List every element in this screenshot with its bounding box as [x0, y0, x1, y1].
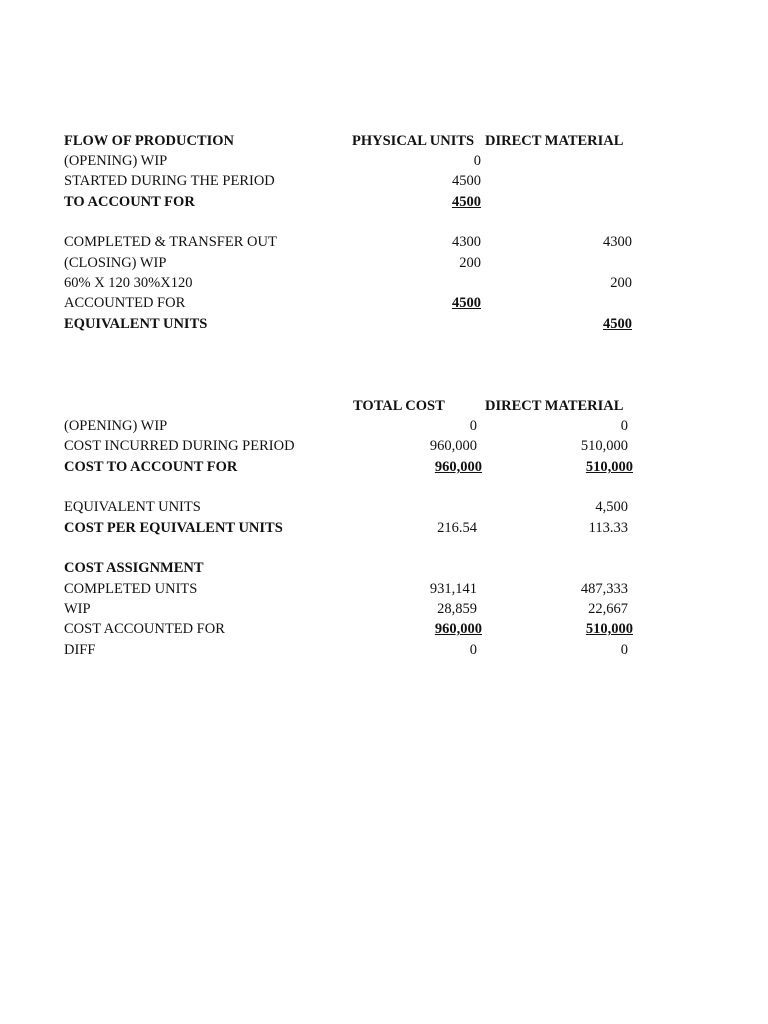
table-row — [0, 293, 768, 313]
row-label: EQUIVALENT UNITS — [64, 499, 201, 515]
row-label: COMPLETED & TRANSFER OUT — [64, 234, 277, 250]
direct-material-value: 22,667 — [588, 601, 628, 617]
row-label: (CLOSING) WIP — [64, 255, 167, 271]
total-cost-value: 28,859 — [437, 601, 477, 617]
row-label: (OPENING) WIP — [64, 418, 168, 434]
total-cost-value: 0 — [469, 418, 477, 434]
direct-material-total: 510,000 — [585, 459, 633, 475]
direct-material-value: 0 — [620, 642, 628, 658]
total-cost-value: 0 — [469, 642, 477, 658]
direct-material-total: 510,000 — [585, 621, 633, 637]
table-row — [0, 151, 768, 171]
section1-header-row — [0, 131, 768, 151]
physical-units-heading: PHYSICAL UNITS — [352, 133, 475, 149]
table-row — [0, 192, 768, 212]
table-row — [0, 457, 768, 477]
direct-material-heading: DIRECT MATERIAL — [485, 133, 624, 149]
table-row — [0, 518, 768, 538]
table-row — [0, 314, 768, 334]
table-row — [0, 273, 768, 293]
total-cost-value: 960,000 — [429, 438, 477, 454]
direct-material-value: 510,000 — [580, 438, 628, 454]
row-label: (OPENING) WIP — [64, 153, 168, 169]
table-row — [0, 416, 768, 436]
physical-units-total: 4500 — [452, 194, 481, 210]
row-label: ACCOUNTED FOR — [64, 295, 186, 311]
row-label: COMPLETED UNITS — [64, 581, 198, 597]
direct-material-value: 200 — [610, 275, 632, 291]
row-label: COST PER EQUIVALENT UNITS — [64, 520, 283, 536]
physical-units-value: 0 — [473, 153, 481, 169]
row-label: COST INCURRED DURING PERIOD — [64, 438, 295, 454]
total-cost-value: 931,141 — [429, 581, 477, 597]
row-label: COST ACCOUNTED FOR — [64, 621, 225, 637]
row-label: STARTED DURING THE PERIOD — [64, 173, 275, 189]
table-row — [0, 436, 768, 456]
table-row — [0, 619, 768, 639]
direct-material-value: 4,500 — [595, 499, 628, 515]
table-row — [0, 599, 768, 619]
total-cost-total: 960,000 — [434, 621, 482, 637]
physical-units-value: 4500 — [452, 173, 481, 189]
cost-assignment-heading: COST ASSIGNMENT — [64, 560, 204, 576]
direct-material-heading: DIRECT MATERIAL — [485, 398, 624, 414]
flow-of-production-heading: FLOW OF PRODUCTION — [64, 133, 234, 149]
total-cost-total: 960,000 — [434, 459, 482, 475]
direct-material-total: 4500 — [603, 316, 632, 332]
physical-units-value: 4300 — [452, 234, 481, 250]
table-row — [0, 640, 768, 660]
table-row — [0, 497, 768, 517]
physical-units-value: 200 — [459, 255, 481, 271]
row-label: EQUIVALENT UNITS — [64, 316, 208, 332]
row-label: TO ACCOUNT FOR — [64, 194, 195, 210]
table-row — [0, 171, 768, 191]
row-label: DIFF — [64, 642, 96, 658]
table-row — [0, 232, 768, 252]
direct-material-value: 4300 — [603, 234, 632, 250]
row-label: WIP — [64, 601, 91, 617]
table-row — [0, 253, 768, 273]
section2-header-row — [0, 396, 768, 416]
table-row — [0, 579, 768, 599]
direct-material-value: 487,333 — [580, 581, 628, 597]
row-label: 60% X 120 30%X120 — [64, 275, 193, 291]
total-cost-value: 216.54 — [437, 520, 477, 536]
direct-material-value: 113.33 — [588, 520, 628, 536]
total-cost-heading: TOTAL COST — [353, 398, 445, 414]
row-label: COST TO ACCOUNT FOR — [64, 459, 238, 475]
table-row — [0, 558, 768, 578]
physical-units-total: 4500 — [452, 295, 481, 311]
direct-material-value: 0 — [620, 418, 628, 434]
